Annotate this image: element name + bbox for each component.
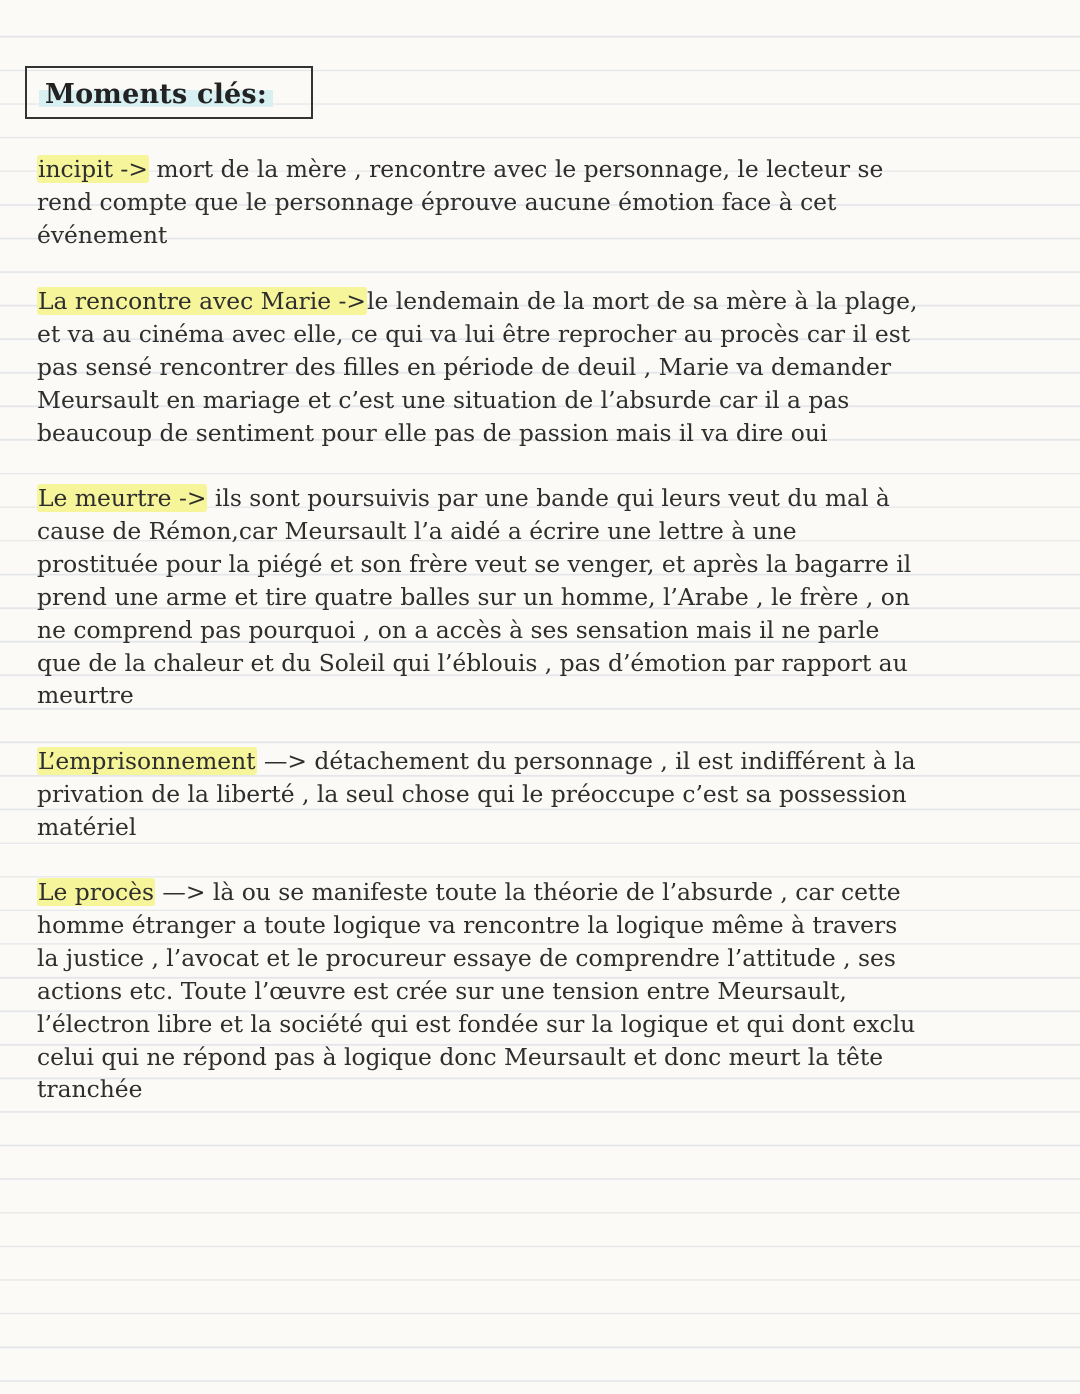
- text-line: [37, 482, 1047, 515]
- section-emprisonnement: [37, 745, 1047, 844]
- text-line: meurtre: [37, 681, 134, 710]
- section-rencontre-marie: [37, 285, 1047, 450]
- keyword-highlight: Le meurtre ->: [38, 484, 207, 512]
- text-line: actions etc. Toute l’œuvre est crée sur une tension entre Meursault,: [37, 976, 847, 1005]
- text-line: privation de la liberté , la seul chose qui le préoccupe c’est sa possession: [37, 779, 907, 808]
- page-title: Moments clés:: [39, 79, 273, 110]
- section-proces: [37, 876, 1047, 1106]
- text-line: celui qui ne répond pas à logique donc Meursault et donc meurt la tête: [37, 1042, 884, 1071]
- text-line: Meursault en mariage et c’est une situation de l’absurde car il a pas: [37, 385, 850, 414]
- line-text: le lendemain de la mort de sa mère à la plage,: [366, 287, 918, 315]
- text-line: prostituée pour la piégé et son frère veut se venger, et après la bagarre il: [37, 549, 912, 578]
- text-line: la justice , l’avocat et le procureur essaye de comprendre l’attitude , ses: [37, 943, 896, 972]
- text-line: que de la chaleur et du Soleil qui l’éblouis , pas d’émotion par rapport au: [37, 648, 908, 677]
- keyword-highlight: Le procès: [38, 878, 154, 906]
- line-text: —> détachement du personnage , il est indifférent à la: [256, 747, 916, 775]
- text-line: beaucoup de sentiment pour elle pas de passion mais il va dire oui: [37, 418, 828, 447]
- text-line: ne comprend pas pourquoi , on a accès à ses sensation mais il ne parle: [37, 615, 880, 644]
- text-line: événement: [37, 220, 168, 249]
- section-incipit: [37, 153, 1047, 252]
- text-line: prend une arme et tire quatre balles sur un homme, l’Arabe , le frère , on: [37, 582, 910, 611]
- text-line: l’électron libre et la société qui est fondée sur la logique et qui dont exclu: [37, 1009, 916, 1038]
- text-line: homme étranger a toute logique va rencontre la logique même à travers: [37, 910, 898, 939]
- text-line: matériel: [37, 812, 137, 841]
- text-line: tranchée: [37, 1075, 143, 1104]
- keyword-highlight: incipit ->: [38, 155, 148, 183]
- text-line: cause de Rémon,car Meursault l’a aidé a écrire une lettre à une: [37, 516, 797, 545]
- line-text: —> là ou se manifeste toute la théorie de l’absurde , car cette: [155, 878, 901, 906]
- text-line: [37, 153, 1047, 186]
- line-text: ils sont poursuivis par une bande qui leurs veut du mal à: [207, 484, 890, 512]
- line-text: mort de la mère , rencontre avec le personnage, le lecteur se: [148, 155, 884, 183]
- text-line: [37, 285, 1047, 318]
- keyword-highlight: L’emprisonnement: [38, 747, 256, 775]
- text-line: [37, 745, 1047, 778]
- text-line: rend compte que le personnage éprouve aucune émotion face à cet: [37, 187, 837, 216]
- text-line: [37, 876, 1047, 909]
- text-line: et va au cinéma avec elle, ce qui va lui être reprocher au procès car il est: [37, 319, 911, 348]
- keyword-highlight: La rencontre avec Marie ->: [38, 287, 366, 315]
- title-box: [25, 66, 313, 119]
- section-meurtre: [37, 482, 1047, 712]
- text-line: pas sensé rencontrer des filles en période de deuil , Marie va demander: [37, 352, 892, 381]
